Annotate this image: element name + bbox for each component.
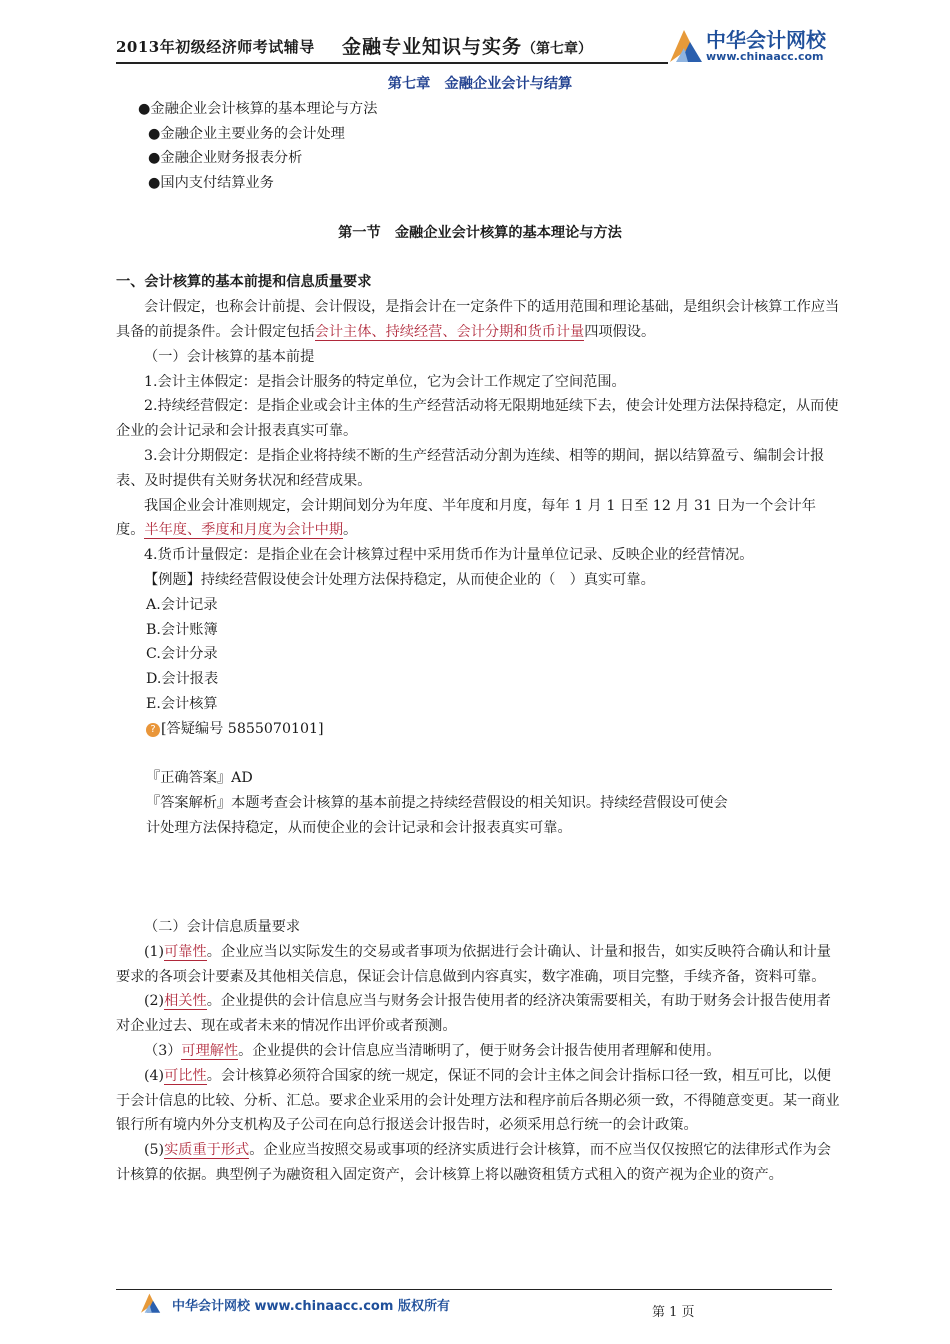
- underlined-term: 可比性: [164, 1067, 207, 1084]
- bullet-item: ●国内支付结算业务: [148, 175, 274, 192]
- header-rule: [116, 62, 668, 64]
- underlined-term: 半年度、季度和月度为会计中期: [144, 522, 344, 539]
- example-question: 【例题】持续经营假设使会计处理方法保持稳定，从而使企业的（ ）真实可靠。: [144, 571, 655, 588]
- chapter-title: 第七章 金融企业会计与结算: [387, 76, 573, 92]
- bullet-item: ●金融企业主要业务的会计处理: [148, 125, 345, 142]
- footer-logo-icon: [136, 1290, 164, 1314]
- underlined-term: 可理解性: [181, 1043, 239, 1060]
- header-subject: [342, 32, 592, 59]
- option-c: C.会计分录: [146, 646, 218, 663]
- underlined-term: 可靠性: [164, 943, 207, 960]
- quality-item: (4)可比性。会计核算必须符合国家的统一规定，保证不同的会计主体之间会计指标口径一致，相互可比，以便于会计信息的比较、分析、汇总。要求企业采用的会计处理方法和程序前后各期必须一致，不得随意变更。某一商业银行所有境内外分支机构及子公司在向总行报送会计报告时，必须采用总行统一的会计政策。: [116, 1067, 840, 1134]
- qa-link[interactable]: [116, 717, 844, 742]
- option-d: D.会计报表: [146, 671, 219, 688]
- subheading-2: （二）会计信息质量要求: [144, 919, 301, 936]
- header-chapter: （第七章）: [522, 41, 593, 57]
- underlined-term: 会计主体、持续经营、会计分期和货币计量: [314, 323, 585, 340]
- qa-id: [答疑编号 5855070101]: [161, 720, 324, 737]
- page-content: [116, 72, 844, 1188]
- logo-url: www.chinaacc.com: [706, 50, 824, 63]
- paragraph: 3.会计分期假定：是指企业将持续不断的生产经营活动分割为连续、相等的期间，据以结算盈亏、编制会计报表、及时提供有关财务状况和经营成果。: [116, 447, 825, 489]
- bullet-item: ●金融企业财务报表分析: [148, 150, 303, 167]
- logo-triangle-icon: [666, 24, 704, 64]
- answer-analysis: 『答案解析』本题考查会计核算的基本前提之持续经营假设的相关知识。持续经营假设可使会计处理方法保持稳定，从而使企业的会计记录和会计报表真实可靠。: [146, 795, 728, 836]
- quality-item: (2)相关性。企业提供的会计信息应当与财务会计报告使用者的经济决策需要相关，有助于财务会计报告使用者对企业过去、现在或者未来的情况作出评价或者预测。: [116, 993, 831, 1035]
- option-e: E.会计核算: [146, 695, 218, 712]
- underlined-term: 相关性: [164, 993, 207, 1010]
- paragraph: 4.货币计量假定：是指企业在会计核算过程中采用货币作为计量单位记录、反映企业的经营情况。: [144, 547, 754, 564]
- footer-rule: [116, 1289, 832, 1290]
- paragraph: 我国企业会计准则规定，会计期间划分为年度、半年度和月度，每年 1 月 1 日至 12 月 31 日为一个会计年度。半年度、季度和月度为会计中期。: [116, 497, 816, 539]
- footer-copyright: 中华会计网校 www.chinaacc.com 版权所有: [172, 1299, 450, 1314]
- option-a: A.会计记录: [146, 596, 218, 613]
- page-number: 第 1 页: [652, 1305, 695, 1320]
- quality-item: (5)实质重于形式。企业应当按照交易或事项的经济实质进行会计核算，而不应当仅仅按照它的法律形式作为会计核算的依据。典型例子为融资租入固定资产，会计核算上将以融资租赁方式租入的资产视为企业的资产。: [116, 1142, 831, 1184]
- bullet-item: ●金融企业会计核算的基本理论与方法: [138, 100, 378, 117]
- paragraph: 1.会计主体假定：是指会计服务的特定单位，它为会计工作规定了空间范围。: [144, 373, 626, 390]
- header-subject-name: 金融专业知识与实务: [342, 36, 523, 58]
- quality-item: （3）可理解性。企业提供的会计信息应当清晰明了，便于财务会计报告使用者理解和使用。: [144, 1043, 721, 1060]
- subheading-1: （一）会计核算的基本前提: [144, 348, 315, 365]
- question-icon: ?: [146, 723, 160, 737]
- intro-paragraph: 会计假定，也称会计前提、会计假设，是指会计在一定条件下的适用范围和理论基础，是组织会计核算工作应当具备的前提条件。会计假定包括会计主体、持续经营、会计分期和货币计量四项假设。: [116, 299, 840, 340]
- logo: [666, 22, 846, 66]
- header-exam-title: 2013年初级经济师考试辅导: [116, 38, 315, 56]
- heading-1: 一、会计核算的基本前提和信息质量要求: [116, 274, 372, 291]
- paragraph: 2.持续经营假定：是指企业或会计主体的生产经营活动将无限期地延续下去，使会计处理方法保持稳定，从而使企业的会计记录和会计报表真实可靠。: [116, 398, 839, 440]
- section-title: 第一节 金融企业会计核算的基本理论与方法: [338, 224, 622, 241]
- correct-answer: 『正确答案』AD: [146, 770, 253, 787]
- quality-item: (1)可靠性。企业应当以实际发生的交易或者事项为依据进行会计确认、计量和报告，如实反映符合确认和计量要求的各项会计要素及其他相关信息，保证会计信息做到内容真实，数字准确，项目完整，手续齐备，资料可靠。: [116, 943, 831, 985]
- underlined-term: 实质重于形式: [164, 1142, 250, 1159]
- option-b: B.会计账簿: [146, 621, 218, 638]
- logo-title: 中华会计网校: [706, 28, 826, 52]
